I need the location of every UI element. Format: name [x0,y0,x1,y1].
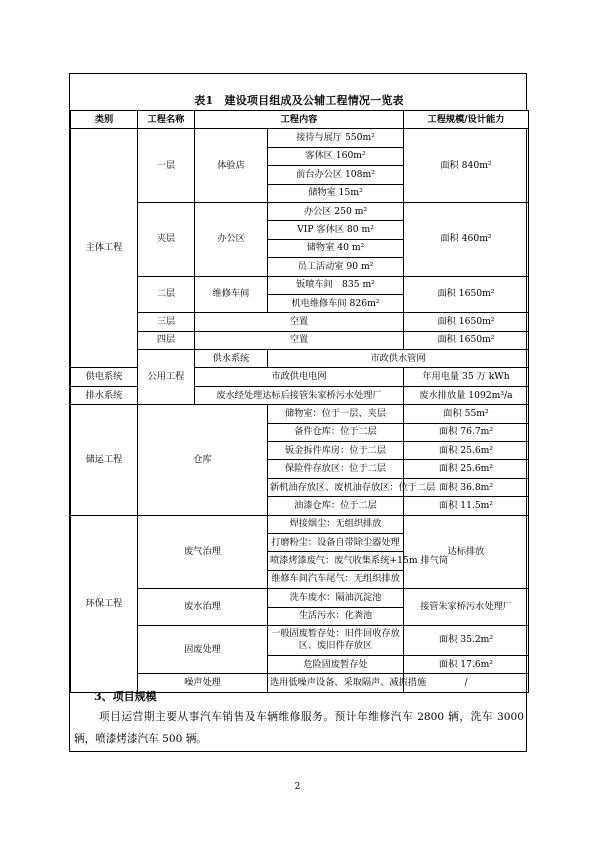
floor1-scale: 面积 840m² [404,129,529,203]
floor3-name: 三层 [138,313,195,331]
table-row [71,589,529,607]
noise-scale: / [404,674,529,692]
page-frame [69,73,527,752]
table-row [71,331,529,349]
body-paragraph: 项目运营期主要从事汽车销售及车辆维修服务。预计年维修汽车 2800 辆，洗车 3000 辆，喷漆烤漆汽车 500 辆。 [74,711,524,745]
table-caption: 表1 建设项目组成及公辅工程情况一览表 [194,94,404,107]
solid-scale: 面积 35.2m² [404,625,529,655]
table-row [71,129,529,147]
table-row [71,350,529,368]
header-scale: 工程规模/设计能力 [404,111,529,129]
floor2-item: 钣喷车间 835 m² [268,276,404,294]
table-row [71,405,529,423]
mezz-area: 办公区 [195,202,268,276]
utility-content: 市政供水管网 [268,350,529,368]
utility-content: 市政供电电网 [195,368,404,386]
floor1-area: 体验店 [195,129,268,203]
gas-scale: 达标排放 [404,515,529,589]
floor1-item: 前台办公区 108m² [268,166,404,184]
category-env: 环保工程 [71,515,138,692]
utility-name: 供电系统 [71,368,138,386]
floor1-item: 客休区 160m² [268,147,404,165]
table-row [71,202,529,220]
gas-name: 废气治理 [138,515,268,589]
utility-name: 排水系统 [71,386,138,404]
gas-item: 焊接烟尘：无组织排放 [268,515,404,533]
table-row [71,515,529,533]
floor4-scale: 面积 1650m² [404,331,529,349]
floor1-item: 储物室 15m² [268,184,404,202]
mezz-item: VIP 客休区 80 m² [268,221,404,239]
utility-content: 废水经处理达标后接管朱家桥污水处理厂 [195,386,404,404]
header-row [71,111,529,129]
floor2-item: 机电维修车间 826m² [268,294,404,312]
solid-name: 固废处理 [138,625,268,673]
page-number: 2 [294,782,301,792]
table-row [71,276,529,294]
storage-scale: 面积 25.6m² [404,442,529,460]
storage-content: 油漆仓库：位于二层 [268,497,404,515]
floor2-scale: 面积 1650m² [404,276,529,313]
project-table [70,110,529,693]
table-row [71,625,529,655]
water-scale: 接管朱家桥污水处理厂 [404,589,529,626]
storage-content: 备件仓库：位于二层 [268,423,404,441]
floor2-name: 二层 [138,276,195,313]
gas-item: 打磨粉尘：设备自带除尘器处理 [268,533,404,551]
storage-scale: 面积 11.5m² [404,497,529,515]
gas-item: 维修车间汽车尾气：无组织排放 [268,570,404,588]
water-name: 废水治理 [138,589,268,626]
section-title: 3、项目规模 [94,690,157,703]
table-row [71,313,529,331]
mezz-name: 夹层 [138,202,195,276]
noise-content: 选用低噪声设备、采取隔声、减振措施 [268,674,404,692]
utility-scale: 废水排放量 1092m³/a [404,386,529,404]
utility-name: 供水系统 [195,350,268,368]
storage-content: 新机油存放区、废机油存放区：位于二层 [268,478,404,496]
storage-name: 仓库 [138,405,268,515]
solid-content: 一般固废暂存处：旧件回收存放区、废旧件存放区 [268,625,404,655]
water-item: 洗车废水：隔油沉淀池 [268,589,404,607]
floor1-item: 接待与展厅 550m² [268,129,404,147]
storage-content: 储物室：位于一层、夹层 [268,405,404,423]
header-category: 类别 [71,111,138,129]
header-content: 工程内容 [195,111,404,129]
category-storage: 储运工程 [71,405,138,515]
noise-name: 噪声处理 [138,674,268,692]
storage-content: 保险件存放区：位于二层 [268,460,404,478]
category-main: 主体工程 [71,129,138,368]
floor1-name: 一层 [138,129,195,203]
mezz-item: 员工活动室 90 m² [268,258,404,276]
solid-scale: 面积 17.6m² [404,655,529,673]
mezz-scale: 面积 460m² [404,202,529,276]
utility-scale: 年用电量 35 万 kWh [404,368,529,386]
category-utility: 公用工程 [138,350,195,405]
storage-scale: 面积 55m² [404,405,529,423]
floor3-content: 空置 [195,313,404,331]
storage-scale: 面积 36.8m² [404,478,529,496]
storage-content: 钣金拆件库房：位于二层 [268,442,404,460]
gas-item: 喷漆烤漆废气：废气收集系统+15m 排气筒 [268,552,404,570]
storage-scale: 面积 25.6m² [404,460,529,478]
floor4-name: 四层 [138,331,195,349]
floor2-area: 维修车间 [195,276,268,313]
mezz-item: 办公区 250 m² [268,202,404,220]
solid-content: 危险固废暂存处 [268,655,404,673]
storage-scale: 面积 76.7m² [404,423,529,441]
mezz-item: 储物室 40 m² [268,239,404,257]
floor4-content: 空置 [195,331,404,349]
water-item: 生活污水：化粪池 [268,607,404,625]
header-name: 工程名称 [138,111,195,129]
floor3-scale: 面积 1650m² [404,313,529,331]
